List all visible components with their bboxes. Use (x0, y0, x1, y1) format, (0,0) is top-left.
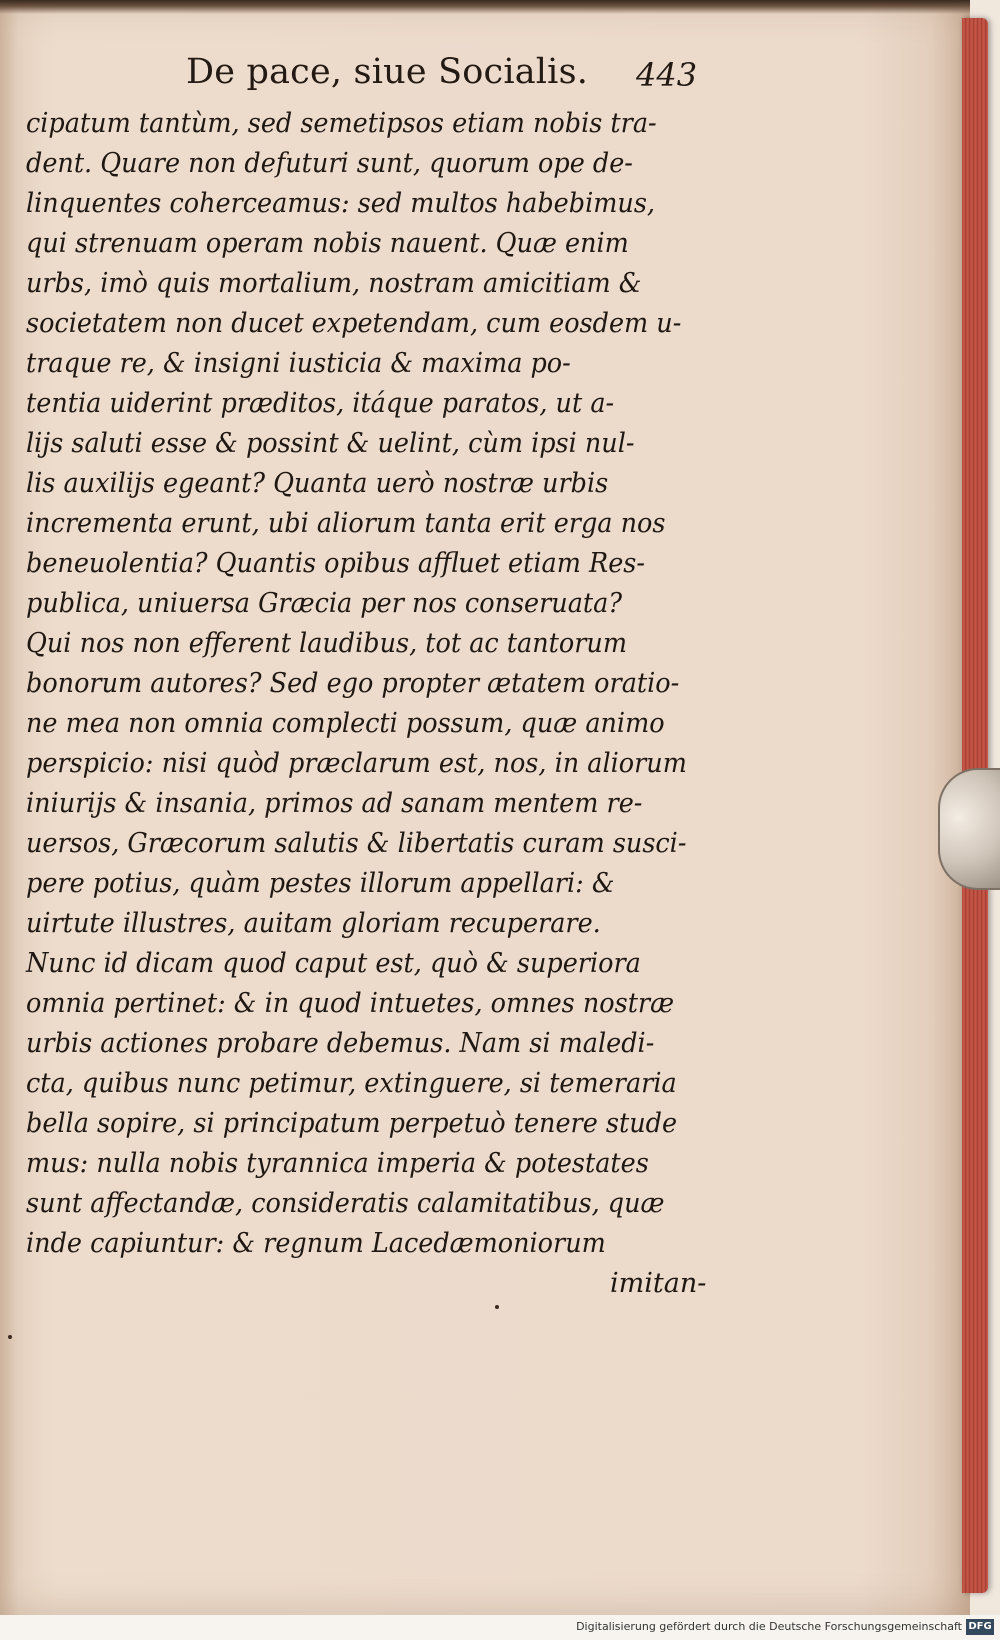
text-line-2: dent. Quare non defuturi sunt, quorum ope de- (26, 148, 633, 179)
page-header (0, 52, 970, 112)
text-line-7: traque re, & insigni iusticia & maxima po- (26, 348, 571, 379)
ink-speck (8, 1335, 12, 1339)
text-line-10: lis auxilijs egeant? Quanta uerò nostræ urbis (26, 468, 609, 499)
text-line-6: societatem non ducet expetendam, cum eosdem u- (26, 308, 682, 339)
text-line-11: incrementa erunt, ubi aliorum tanta erit erga nos (26, 508, 666, 539)
text-line-1: cipatum tantùm, sed semetipsos etiam nobis tra- (26, 108, 657, 139)
text-line-19: uersos, Græcorum salutis & libertatis curam susci- (26, 828, 687, 859)
text-line-15: bonorum autores? Sed ego propter ætatem oratio- (26, 668, 680, 699)
text-line-4: qui strenuam operam nobis nauent. Quæ enim (26, 228, 629, 259)
page-top-edge (0, 0, 970, 14)
text-line-3: linquentes coherceamus: sed multos habebimus, (26, 188, 655, 219)
text-line-5: urbs, imò quis mortalium, nostram amicitiam & (26, 268, 642, 299)
text-line-25: cta, quibus nunc petimur, extinguere, si temeraria (26, 1068, 677, 1099)
footer-bar (0, 1615, 1000, 1640)
running-head: De pace, siue Socialis. (186, 52, 589, 92)
text-line-13: publica, uniuersa Græcia per nos conseruata? (26, 588, 623, 619)
text-line-27: mus: nulla nobis tyrannica imperia & potestates (26, 1148, 649, 1179)
text-line-17: perspicio: nisi quòd præclarum est, nos, in aliorum (26, 748, 687, 779)
text-line-16: ne mea non omnia complecti possum, quæ animo (26, 708, 665, 739)
dfg-logo: DFG (966, 1619, 994, 1635)
page-number: 443 (636, 56, 698, 94)
text-line-18: iniurijs & insania, primos ad sanam mentem re- (26, 788, 643, 819)
text-line-24: urbis actiones probare debemus. Nam si maledi- (26, 1028, 655, 1059)
text-line-26: bella sopire, si principatum perpetuò tenere stude (26, 1108, 678, 1139)
body-text (26, 104, 746, 1264)
text-line-12: beneuolentia? Quantis opibus affluet etiam Res- (26, 548, 645, 579)
catchword: imitan- (610, 1268, 707, 1299)
funding-credit: Digitalisierung gefördert durch die Deutsche Forschungsgemeinschaft (576, 1620, 962, 1633)
text-line-23: omnia pertinet: & in quod intuetes, omnes nostræ (26, 988, 675, 1019)
text-line-22: Nunc id dicam quod caput est, quò & superiora (26, 948, 641, 979)
text-line-28: sunt affectandæ, consideratis calamitatibus, quæ (26, 1188, 665, 1219)
text-line-21: uirtute illustres, auitam gloriam recuperare. (26, 908, 601, 939)
page-clip (938, 768, 1000, 890)
text-line-9: lijs saluti esse & possint & uelint, cùm ipsi nul- (26, 428, 635, 459)
text-line-14: Qui nos non efferent laudibus, tot ac tantorum (26, 628, 628, 659)
ink-speck (495, 1305, 499, 1309)
text-line-29: inde capiuntur: & regnum Lacedæmoniorum (26, 1228, 606, 1259)
text-line-8: tentia uiderint præditos, itáque paratos, ut a- (26, 388, 615, 419)
text-line-20: pere potius, quàm pestes illorum appellari: & (26, 868, 615, 899)
